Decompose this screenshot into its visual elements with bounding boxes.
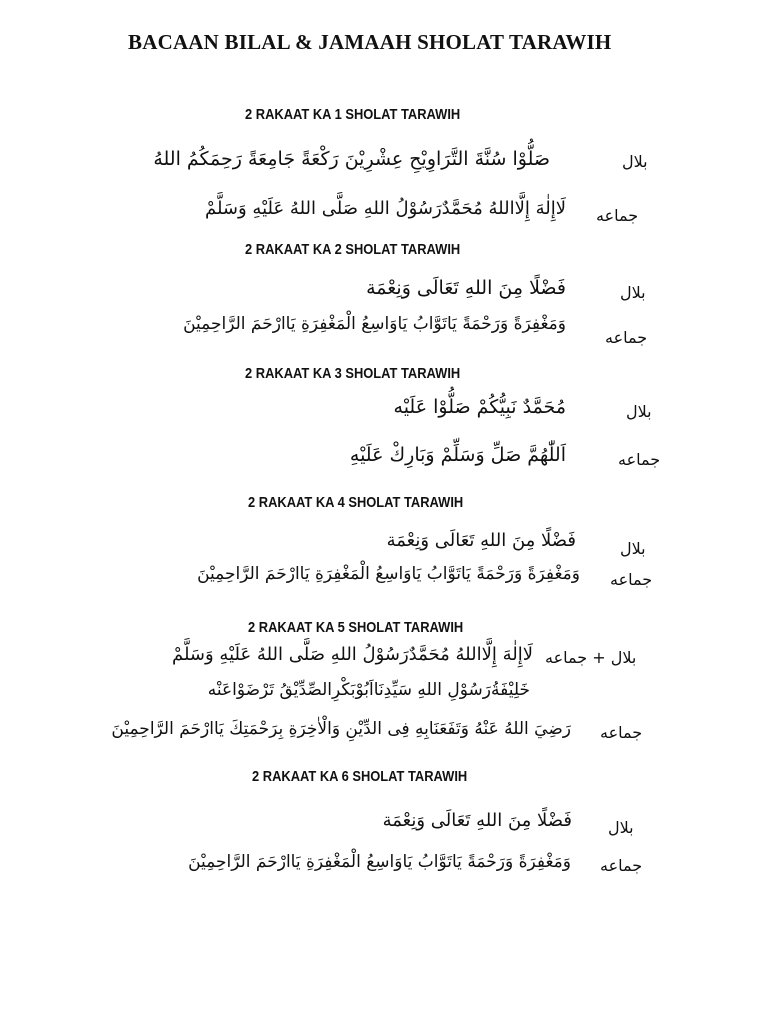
jamaah-label-6: جماعه [600,856,643,875]
jamaah-text-5: رَضِيَ اللهُ عَنْهُ وَتَفَعَنَابِهِ فِى الدِّيْنِ وَالْاٰخِرَةِ بِرَحْمَتِكَ يَاارْحَمَ الرَّاحِمِيْنَ [111,719,571,739]
bilal-jamaah-text-5b: خَلِيْفَةُرَسُوْلِ اللهِ سَيِّدِنَااَبُوْبَكْرِالصِّدِّيْقُ تَرْضَوْاعَنْه [207,680,530,700]
bilal-jamaah-label-5: بلال + جماعه [545,648,637,667]
bilal-label-6: بلال [608,818,634,837]
jamaah-label-1: جماعه [596,206,639,225]
page-title: BACAAN BILAL & JAMAAH SHOLAT TARAWIH [128,30,612,54]
jamaah-text-1: لَاإِلٰهَ إِلَّااللهُ مُحَمَّدٌرَسُوْلُ اللهِ صَلَّى اللهُ عَلَيْهِ وَسَلَّمْ [204,198,566,219]
bilal-text-6: فَضْلًا مِنَ اللهِ تَعَالَى وَنِعْمَة [382,810,572,831]
bilal-label-1: بلال [622,152,648,171]
section-heading-6: 2 RAKAAT KA 6 SHOLAT TARAWIH [252,768,468,785]
bilal-text-3: مُحَمَّدٌ نَبِيُّكُمْ صَلُّوْا عَلَيْه [393,396,566,418]
bilal-label-3: بلال [626,402,652,421]
bilal-text-2: فَضْلًا مِنَ اللهِ تَعَالَى وَنِعْمَة [366,277,566,299]
jamaah-label-2: جماعه [605,328,648,347]
bilal-text-4: فَضْلًا مِنَ اللهِ تَعَالَى وَنِعْمَة [386,530,576,551]
bilal-jamaah-text-5a: لَاإِلٰهَ إِلَّااللهُ مُحَمَّدٌرَسُوْلُ اللهِ صَلَّى اللهُ عَلَيْهِ وَسَلَّمْ [171,644,533,665]
bilal-label-2: بلال [620,283,646,302]
section-heading-3: 2 RAKAAT KA 3 SHOLAT TARAWIH [245,365,461,382]
jamaah-text-6: وَمَغْفِرَةً وَرَحْمَةً يَاتَوَّابُ يَاوَاسِعُ الْمَغْفِرَةِ يَاارْحَمَ الرَّاحِمِيْنَ [188,852,571,872]
section-heading-4: 2 RAKAAT KA 4 SHOLAT TARAWIH [248,494,464,511]
section-heading-5: 2 RAKAAT KA 5 SHOLAT TARAWIH [248,619,464,636]
bilal-label-4: بلال [620,539,646,558]
section-heading-1: 2 RAKAAT KA 1 SHOLAT TARAWIH [245,106,461,123]
bilal-text-1: صَلُّوْا سُنَّةَ التَّرَاوِيْحِ عِشْرِيْنَ رَكْعَةً جَامِعَةً رَحِمَكُمُ اللهُ [153,148,550,170]
section-heading-2: 2 RAKAAT KA 2 SHOLAT TARAWIH [245,241,461,258]
jamaah-label-5: جماعه [600,723,643,742]
jamaah-label-4: جماعه [610,570,653,589]
jamaah-text-3: اَللّٰهُمَّ صَلِّ وَسَلِّمْ وَبَارِكْ عَلَيْهِ [349,444,566,466]
jamaah-text-4: وَمَغْفِرَةً وَرَحْمَةً يَاتَوَّابُ يَاوَاسِعُ الْمَغْفِرَةِ يَاارْحَمَ الرَّاحِمِيْنَ [197,564,580,584]
jamaah-label-3: جماعه [618,450,661,469]
jamaah-text-2: وَمَغْفِرَةً وَرَحْمَةً يَاتَوَّابُ يَاوَاسِعُ الْمَغْفِرَةِ يَاارْحَمَ الرَّاحِمِيْنَ [183,314,566,334]
